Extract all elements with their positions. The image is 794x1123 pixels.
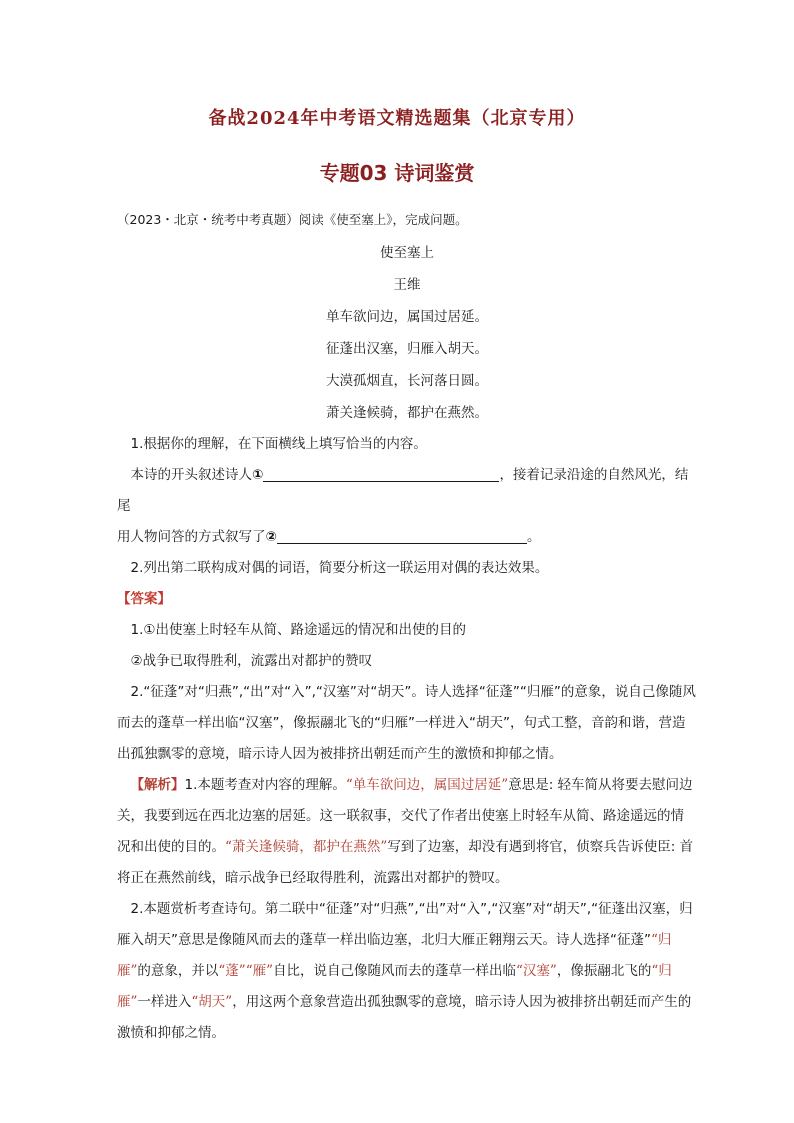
question-1-body <box>117 460 697 522</box>
q1-text-d: 。 <box>526 529 541 545</box>
analysis-text: 2.本题赏析考查诗句。第二联中“征蓬”对“归燕”,“出”对“入”,“汉塞”对“胡天”,“征蓬出汉塞，归雁入胡天”意思是像随风而去的蓬草一样出临边塞，北归大雁正翱翔云天。诗人选择“征蓬” <box>117 901 693 948</box>
answer-1-line-2: ②战争已取得胜利，流露出对都护的赞叹 <box>130 653 373 669</box>
q1-text-c: 用人物问答的方式叙写了 <box>117 529 266 545</box>
quoted-poem-line: “单车欲问边，属国过居延” <box>345 777 509 793</box>
question-intro: （2023・北京・统考中考真题）阅读《使至塞上》，完成问题。 <box>117 212 468 227</box>
poem-line: 征蓬出汉塞，归雁入胡天。 <box>326 341 488 357</box>
analysis-text: 自比，说自己像随风而去的蓬草一样出临 <box>273 963 517 979</box>
quoted-term: “归雁” <box>117 932 672 979</box>
answer-blank-2[interactable] <box>277 527 527 544</box>
topic-title: 专题03 诗词鉴赏 <box>319 161 475 185</box>
q1-text-a: 本诗的开头叙述诗人 <box>130 467 252 483</box>
quoted-poem-line: “萧关逢候骑，都护在燕然” <box>225 839 388 855</box>
poem-title: 使至塞上 <box>380 245 434 261</box>
question-2-prompt: 2.列出第二联构成对偶的词语，简要分析这一联运用对偶的表达效果。 <box>130 560 549 576</box>
analysis-paragraph-1 <box>117 770 697 894</box>
answer-2: 2.“征蓬”对“归燕”,“出”对“入”,“汉塞”对“胡天”。诗人选择“征蓬”“归雁”的意象，说自己像随风而去的蓬草一样出临“汉塞”，像振翮北飞的“归雁”一样进入“胡天”，句式工整，音韵和谐，营造出孤独飘零的意境，暗示诗人因为被排挤出朝廷而产生的激愤和抑郁之情。 <box>117 684 696 762</box>
quoted-term: “汉塞” <box>516 963 557 979</box>
answer-tag: 【答案】 <box>117 591 171 607</box>
analysis-text: 的意象，并以 <box>137 963 219 979</box>
analysis-text: 写到了边塞，却没有遇到将官，侦察兵告诉使臣: 首将正在燕然前线，暗示战争已经取得胜利，流露出对都护的赞叹。 <box>117 839 694 886</box>
poem-line: 单车欲问边，属国过居延。 <box>326 309 488 325</box>
q1-text-b: ，接着记录沿途的自然风光，结尾 <box>117 467 689 514</box>
question-1-body-cont <box>117 522 697 553</box>
analysis-paragraph-2 <box>117 894 697 1049</box>
document-title: 备战2024年中考语文精选题集（北京专用） <box>208 108 586 129</box>
quoted-term: “胡天” <box>191 994 233 1010</box>
analysis-text: ，用这两个意象营造出孤独飘零的意境，暗示诗人因为被排挤出朝廷而产生的激愤和抑郁之情。 <box>117 994 692 1041</box>
analysis-text: 一样进入 <box>137 994 192 1010</box>
analysis-text: 1.本题考查对内容的理解。 <box>184 777 346 793</box>
question-1-prompt: 1.根据你的理解，在下面横线上填写恰当的内容。 <box>130 436 427 452</box>
analysis-text: ，像振翮北飞的 <box>556 963 652 979</box>
poem-author: 王维 <box>393 277 421 293</box>
answer-1-line-1: 1.①出使塞上时轻车从简、路途遥远的情况和出使的目的 <box>130 622 466 638</box>
analysis-tag: 【解析】 <box>130 777 185 793</box>
answer-blank-1[interactable] <box>263 465 499 482</box>
poem-line: 大漠孤烟直，长河落日圆。 <box>326 373 488 389</box>
blank-marker-1: ① <box>252 467 264 483</box>
answer-heading <box>117 584 697 615</box>
quoted-term: “蓬”“雁” <box>218 963 274 979</box>
quoted-term: “归雁” <box>117 963 672 1010</box>
poem-line: 萧关逢候骑，都护在燕然。 <box>326 405 488 421</box>
blank-marker-2: ② <box>265 529 277 545</box>
analysis-text: 意思是: 轻车简从将要去慰问边关，我要到远在西北边塞的居延。这一联叙事，交代了作者出使塞上时轻车从简、路途遥远的情况和出使的目的。 <box>117 777 693 855</box>
document-content <box>117 204 697 1049</box>
